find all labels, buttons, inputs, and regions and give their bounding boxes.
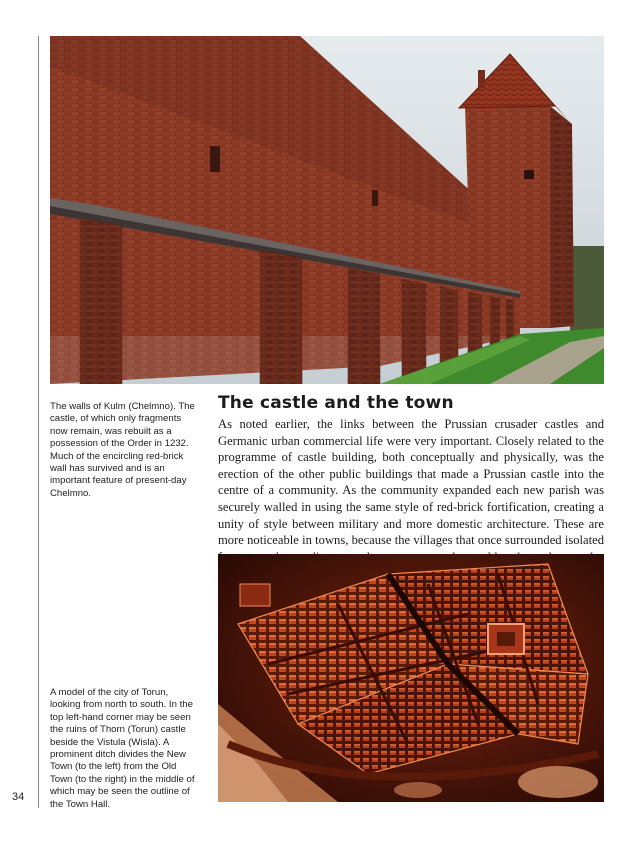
- photo-town-wall: [50, 36, 604, 384]
- section-heading: The castle and the town: [218, 393, 454, 413]
- photo-torun-model: [218, 554, 604, 802]
- torun-model-illustration: [218, 554, 604, 802]
- caption-torun-model: A model of the city of Torun, looking from north to south. In the top left-hand corner may be seen the ruins of Thorn (Torun) castle beside the Vistula (Wisla). A prominent ditch divides the New Town (to the left) from the Old Town (to the right) in the middle of which may be seen the outline of the Town Hall.: [50, 687, 195, 810]
- page-number: 34: [12, 791, 25, 803]
- section-body: As noted earlier, the links between the Prussian crusader castles and Germanic urban commercial life were very important. Closely related to the programme of castle building, both conceptually and physically, was the erection of the other public buildings that made a Prussian castle into the centre of a community. As the community expanded each new parish was securely walled in using the same style of red-brick fortification, creating a unity of style between military and more domestic architecture. These are more noticeable in towns, because the villages that once surrounded isolated: [218, 417, 604, 548]
- caption-town-wall: The walls of Kulm (Chelmno). The castle, of which only fragments now remain, was rebuilt as a possession of the Order in 1232. Much of the encircling red-brick wall has survived and is an important feature of present-day Chelmno.: [50, 401, 195, 499]
- town-wall-illustration: [50, 36, 604, 384]
- margin-rule: [38, 36, 39, 808]
